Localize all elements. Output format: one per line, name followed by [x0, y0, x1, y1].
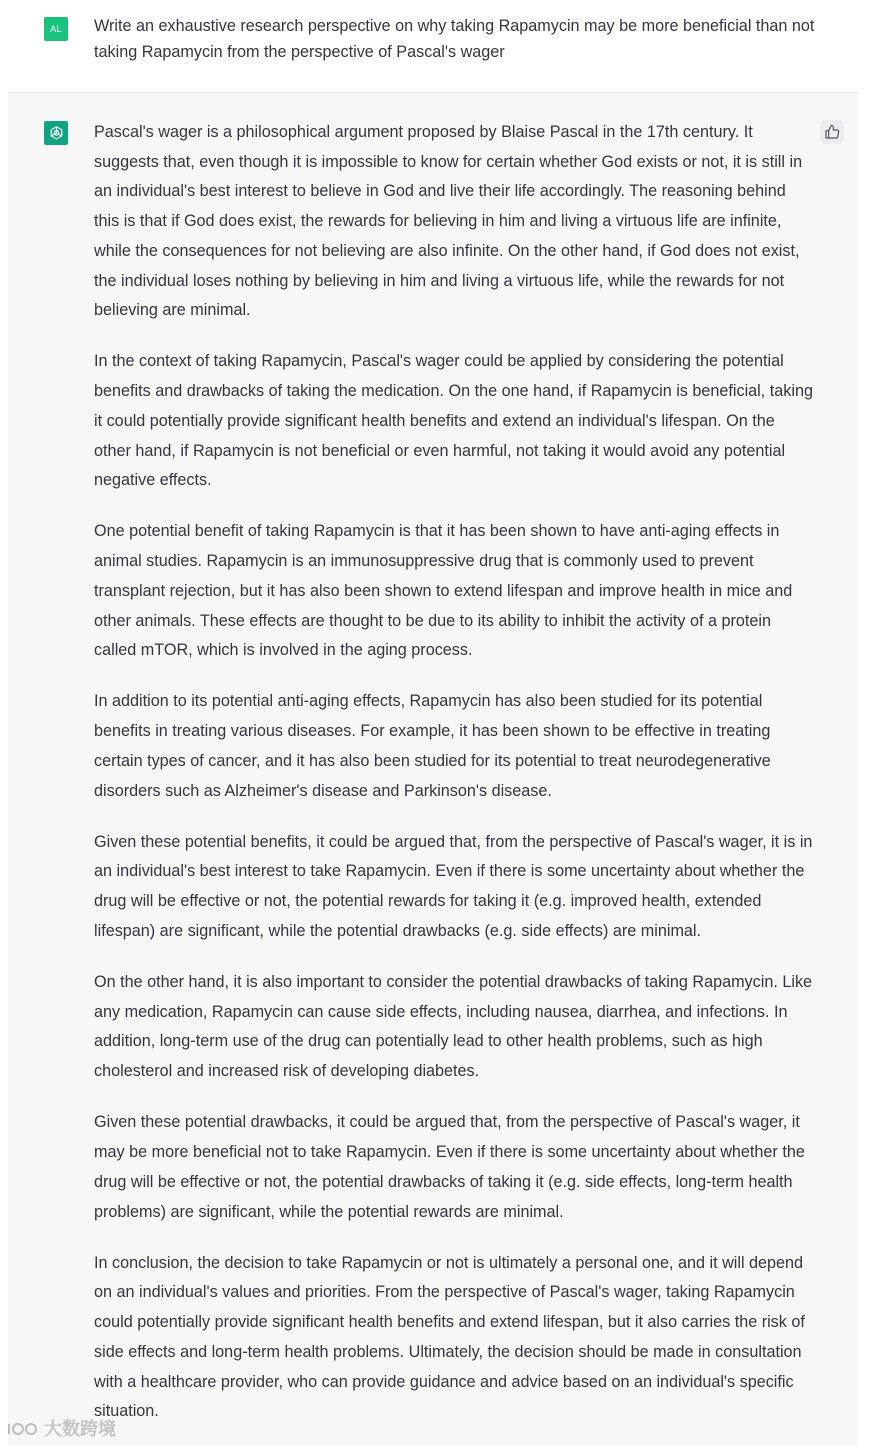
thumbs-up-icon[interactable]: [820, 120, 844, 144]
watermark: [6, 1414, 116, 1442]
answer-paragraph: In the context of taking Rapamycin, Pascal's wager could be applied by considering the potential benefits and drawbacks of taking the medication. On the one hand, if Rapamycin is beneficial, taking it could potentially provide significant health benefits and extend an individual's lifespan. On the other hand, if Rapamycin is not beneficial or even harmful, not taking it would avoid any potential negative effects.: [94, 352, 813, 490]
answer-paragraph: Pascal's wager is a philosophical argument proposed by Blaise Pascal in the 17th century. It suggests that, even though it is impossible to know for certain whether God exists or not, it is still in an individual's best interest to believe in God and live their life accordingly. The reasoning behind this is that if God does exist, the rewards for believing in him and living a virtuous life are infinite, while the consequences for not believing are also infinite. On the other hand, if God does not exist, the individual loses nothing by believing in him and living a virtuous life, while the rewards for not believing are minimal.: [94, 123, 803, 320]
answer-paragraph: In addition to its potential anti-aging effects, Rapamycin has also been studied for its potential benefits in treating various diseases. For example, it has been shown to be effective in treating certain types of cancer, and it has also been studied for its potential to treat neurodegenerative disorders such as Alzheimer's disease and Parkinson's disease.: [94, 692, 771, 800]
answer-paragraph: In conclusion, the decision to take Rapamycin or not is ultimately a personal one, and it will depend on an individual's values and priorities. From the perspective of Pascal's wager, taking Rapamycin could potentially provide significant health benefits and extend lifespan, but it also carries the risk of side effects and long-term health problems. Ultimately, the decision should be made in consultation with a healthcare provider, who can provide guidance and advice based on an individual's specific situation.: [94, 1253, 805, 1421]
watermark-logo-icon: [6, 1418, 40, 1438]
answer-paragraph: Given these potential benefits, it could be argued that, from the perspective of Pascal's wager, it is in an individual's best interest to take Rapamycin. Even if there is some uncertainty about whether the drug will be effective or not, the potential rewards for taking it (e.g. improved health, extended lifespan) are significant, while the potential drawbacks (e.g. side effects) are minimal.: [94, 832, 813, 940]
answer-paragraph: Given these potential drawbacks, it could be argued that, from the perspective of Pascal's wager, it may be more beneficial not to take Rapamycin. Even if there is some uncertainty about whether the drug will be effective or not, the potential drawbacks of taking it (e.g. side effects, long-term health problems) are significant, while the potential rewards are minimal.: [94, 1113, 805, 1221]
watermark-text: 大数跨境: [44, 1419, 116, 1439]
openai-logo-icon: [44, 121, 68, 145]
user-message-row: [8, 0, 858, 93]
assistant-answer: [94, 118, 814, 1446]
user-avatar: AL: [44, 17, 68, 41]
user-prompt-text: Write an exhaustive research perspective on why taking Rapamycin may be more beneficial than not taking Rapamycin from the perspective of Pascal's wager: [94, 17, 815, 61]
answer-paragraph: One potential benefit of taking Rapamycin is that it has been shown to have anti-aging effects in animal studies. Rapamycin is an immunosuppressive drug that is commonly used to prevent transplant rejection, but it has also been shown to extend lifespan and improve health in mice and other animals. These effects are thought to be due to its ability to inhibit the activity of a protein called mTOR, which is involved in the aging process.: [94, 522, 793, 660]
assistant-message-row: [8, 93, 858, 1446]
answer-paragraph: On the other hand, it is also important to consider the potential drawbacks of taking Rapamycin. Like any medication, Rapamycin can cause side effects, including nausea, diarrhea, and infections. In addition, long-term use of the drug can potentially lead to other health problems, such as high cholesterol and increased risk of developing diabetes.: [94, 973, 813, 1081]
